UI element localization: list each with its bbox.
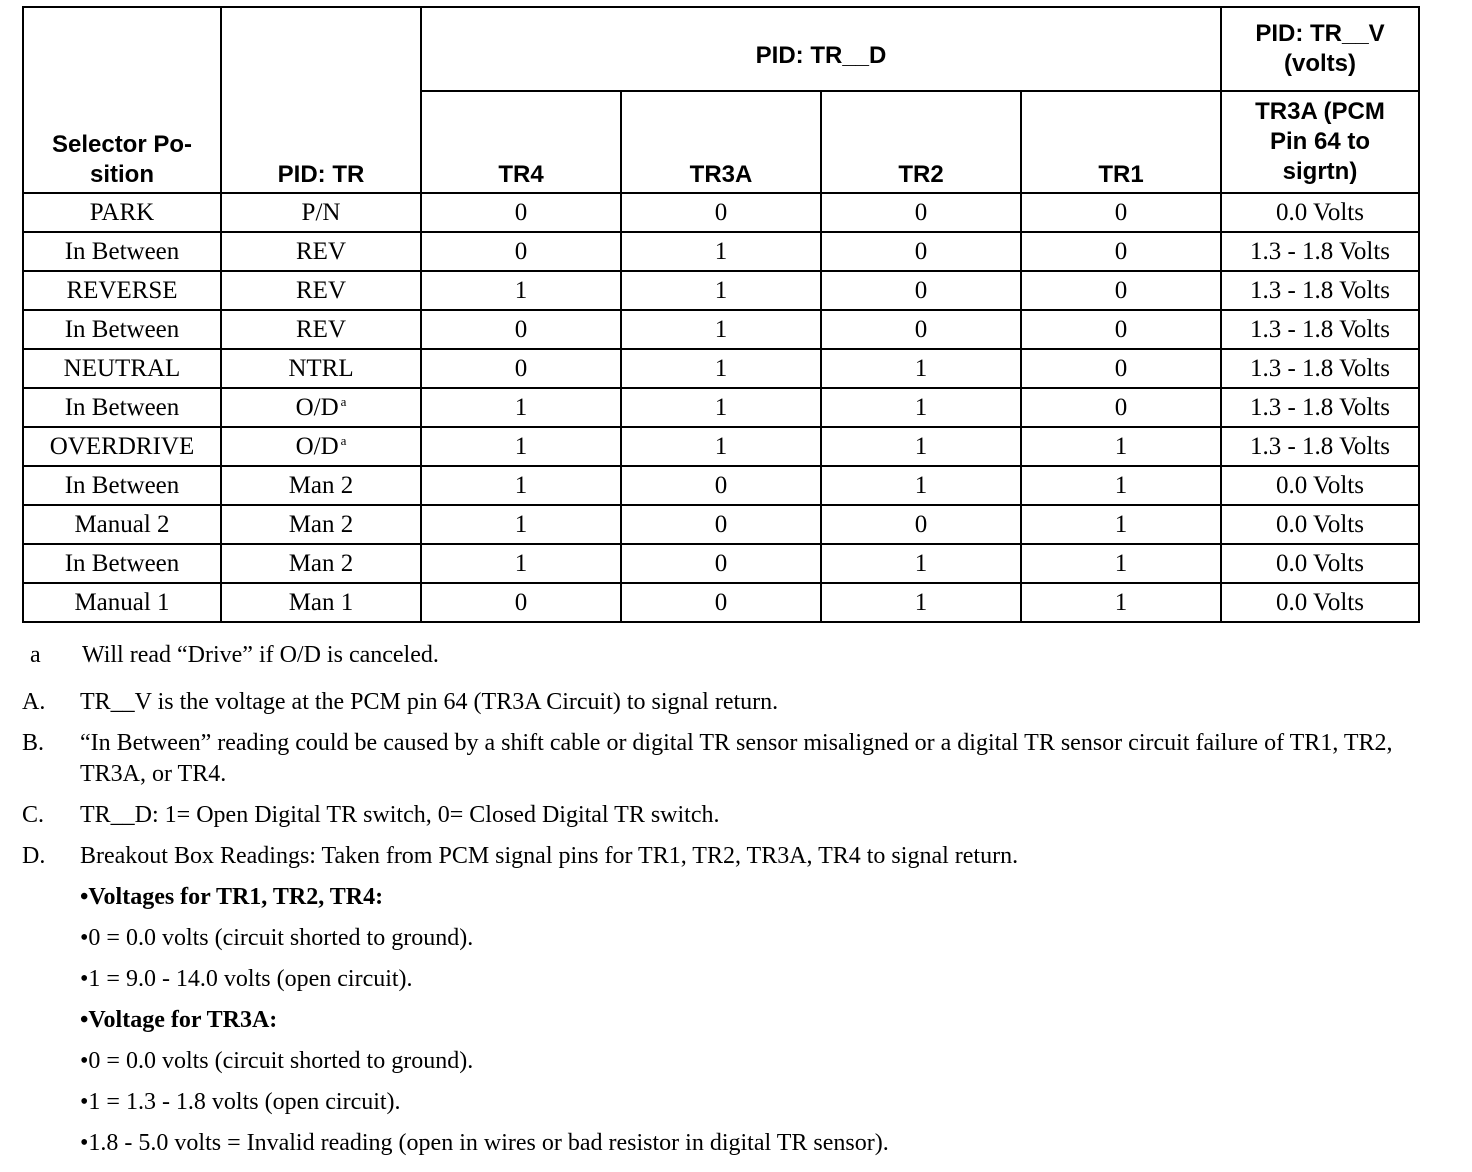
cell-pid-tr: Man 2 bbox=[221, 505, 421, 544]
bullet-heading: •Voltage for TR3A: bbox=[80, 1007, 278, 1033]
cell-tr3a: 0 bbox=[621, 544, 821, 583]
cell-tr4: 1 bbox=[421, 427, 621, 466]
footnote bbox=[22, 640, 1442, 671]
footnote-text: Will read “Drive” if O/D is canceled. bbox=[82, 642, 439, 668]
cell-volts: 1.3 - 1.8 Volts bbox=[1221, 271, 1419, 310]
note-item bbox=[22, 841, 1442, 872]
cell-selector-position: NEUTRAL bbox=[23, 349, 221, 388]
cell-tr1: 1 bbox=[1021, 466, 1221, 505]
cell-tr1: 1 bbox=[1021, 583, 1221, 622]
cell-tr1: 0 bbox=[1021, 388, 1221, 427]
cell-volts: 0.0 Volts bbox=[1221, 193, 1419, 232]
cell-pid-tr: P/N bbox=[221, 193, 421, 232]
cell-tr3a: 0 bbox=[621, 193, 821, 232]
table-row bbox=[23, 388, 1419, 427]
cell-selector-position: Manual 1 bbox=[23, 583, 221, 622]
cell-volts: 1.3 - 1.8 Volts bbox=[1221, 310, 1419, 349]
cell-pid-tr: REV bbox=[221, 232, 421, 271]
cell-tr3a: 1 bbox=[621, 388, 821, 427]
cell-volts: 1.3 - 1.8 Volts bbox=[1221, 427, 1419, 466]
note-text: Breakout Box Readings: Taken from PCM signal pins for TR1, TR2, TR3A, TR4 to signal return. bbox=[80, 843, 1019, 869]
cell-tr1: 1 bbox=[1021, 544, 1221, 583]
cell-tr4: 0 bbox=[421, 193, 621, 232]
cell-tr1: 0 bbox=[1021, 310, 1221, 349]
header-pid-tr-v: PID: TR__V (volts) bbox=[1221, 7, 1419, 91]
cell-tr4: 0 bbox=[421, 583, 621, 622]
cell-selector-position: In Between bbox=[23, 544, 221, 583]
cell-volts: 0.0 Volts bbox=[1221, 466, 1419, 505]
cell-tr4: 1 bbox=[421, 466, 621, 505]
cell-tr1: 0 bbox=[1021, 349, 1221, 388]
table-row bbox=[23, 310, 1419, 349]
header-pid-tr-d: PID: TR__D bbox=[421, 7, 1221, 91]
cell-tr3a: 1 bbox=[621, 427, 821, 466]
cell-tr1: 1 bbox=[1021, 427, 1221, 466]
table-row bbox=[23, 544, 1419, 583]
cell-tr2: 1 bbox=[821, 349, 1021, 388]
cell-tr2: 0 bbox=[821, 193, 1021, 232]
cell-pid-tr: NTRL bbox=[221, 349, 421, 388]
note-text: TR__D: 1= Open Digital TR switch, 0= Closed Digital TR switch. bbox=[80, 802, 720, 828]
note-item bbox=[22, 800, 1442, 831]
cell-volts: 0.0 Volts bbox=[1221, 544, 1419, 583]
table-row bbox=[23, 271, 1419, 310]
cell-tr3a: 1 bbox=[621, 310, 821, 349]
table-row bbox=[23, 427, 1419, 466]
header-pid-tr: PID: TR bbox=[221, 7, 421, 193]
cell-selector-position: In Between bbox=[23, 388, 221, 427]
table-row bbox=[23, 466, 1419, 505]
cell-tr2: 0 bbox=[821, 232, 1021, 271]
cell-tr4: 1 bbox=[421, 544, 621, 583]
cell-selector-position: OVERDRIVE bbox=[23, 427, 221, 466]
bullet-heading: •Voltages for TR1, TR2, TR4: bbox=[80, 884, 384, 910]
cell-volts: 1.3 - 1.8 Volts bbox=[1221, 232, 1419, 271]
cell-selector-position: In Between bbox=[23, 310, 221, 349]
cell-tr1: 0 bbox=[1021, 193, 1221, 232]
cell-volts: 1.3 - 1.8 Volts bbox=[1221, 349, 1419, 388]
cell-tr1: 0 bbox=[1021, 232, 1221, 271]
cell-tr2: 0 bbox=[821, 310, 1021, 349]
cell-tr3a: 1 bbox=[621, 271, 821, 310]
cell-tr2: 1 bbox=[821, 427, 1021, 466]
note-label: A. bbox=[22, 689, 46, 715]
cell-pid-tr: REV bbox=[221, 310, 421, 349]
table-row bbox=[23, 505, 1419, 544]
table-row bbox=[23, 349, 1419, 388]
cell-selector-position: In Between bbox=[23, 466, 221, 505]
cell-tr1: 1 bbox=[1021, 505, 1221, 544]
cell-selector-position: Manual 2 bbox=[23, 505, 221, 544]
cell-tr4: 1 bbox=[421, 505, 621, 544]
cell-tr4: 0 bbox=[421, 310, 621, 349]
cell-selector-position: PARK bbox=[23, 193, 221, 232]
cell-volts: 1.3 - 1.8 Volts bbox=[1221, 388, 1419, 427]
note-text: TR__V is the voltage at the PCM pin 64 (TR3A Circuit) to signal return. bbox=[80, 689, 779, 715]
note-item bbox=[22, 728, 1442, 790]
bullet-item: •1.8 - 5.0 volts = Invalid reading (open in wires or bad resistor in digital TR sensor). bbox=[80, 1130, 889, 1156]
footnote-ref: a bbox=[340, 393, 347, 409]
cell-tr2: 1 bbox=[821, 583, 1021, 622]
cell-pid-tr: O/D $^a$ bbox=[221, 388, 421, 427]
voltage-bullets bbox=[80, 882, 1442, 1169]
note-item bbox=[22, 687, 1442, 718]
cell-tr3a: 1 bbox=[621, 349, 821, 388]
cell-pid-tr: Man 2 bbox=[221, 544, 421, 583]
cell-tr2: 1 bbox=[821, 466, 1021, 505]
header-tr3a: TR3A bbox=[621, 91, 821, 193]
cell-tr4: 0 bbox=[421, 232, 621, 271]
cell-pid-tr: Man 1 bbox=[221, 583, 421, 622]
cell-pid-tr: Man 2 bbox=[221, 466, 421, 505]
table-body bbox=[23, 193, 1419, 622]
table-row bbox=[23, 583, 1419, 622]
cell-volts: 0.0 Volts bbox=[1221, 583, 1419, 622]
cell-tr3a: 0 bbox=[621, 505, 821, 544]
cell-tr2: 1 bbox=[821, 388, 1021, 427]
bullet-item: •1 = 1.3 - 1.8 volts (open circuit). bbox=[80, 1089, 401, 1115]
note-text: “In Between” reading could be caused by a shift cable or digital TR sensor misaligned or a digital TR sensor circuit failure of TR1, TR2, TR3A, or TR4. bbox=[80, 730, 1393, 787]
cell-tr4: 0 bbox=[421, 349, 621, 388]
cell-selector-position: In Between bbox=[23, 232, 221, 271]
cell-tr1: 0 bbox=[1021, 271, 1221, 310]
header-tr1: TR1 bbox=[1021, 91, 1221, 193]
cell-tr3a: 0 bbox=[621, 583, 821, 622]
table-row bbox=[23, 193, 1419, 232]
cell-tr3a: 1 bbox=[621, 232, 821, 271]
cell-tr2: 0 bbox=[821, 505, 1021, 544]
header-selector-position: Selector Po- sition bbox=[23, 7, 221, 193]
note-label: D. bbox=[22, 843, 46, 869]
cell-tr2: 0 bbox=[821, 271, 1021, 310]
cell-tr4: 1 bbox=[421, 271, 621, 310]
table-row bbox=[23, 232, 1419, 271]
header-tr2: TR2 bbox=[821, 91, 1021, 193]
cell-selector-position: REVERSE bbox=[23, 271, 221, 310]
cell-tr4: 1 bbox=[421, 388, 621, 427]
footnote-label: a bbox=[30, 642, 41, 668]
bullet-item: •0 = 0.0 volts (circuit shorted to ground). bbox=[80, 1048, 474, 1074]
header-tr3a-pcm: TR3A (PCM Pin 64 to sigrtn) bbox=[1221, 91, 1419, 193]
footnote-ref: a bbox=[340, 432, 347, 448]
cell-pid-tr: O/D $^a$ bbox=[221, 427, 421, 466]
cell-pid-tr: REV bbox=[221, 271, 421, 310]
cell-tr3a: 0 bbox=[621, 466, 821, 505]
cell-tr2: 1 bbox=[821, 544, 1021, 583]
notes-list bbox=[22, 687, 1442, 872]
tr-sensor-table bbox=[22, 6, 1420, 623]
note-label: C. bbox=[22, 802, 45, 828]
cell-volts: 0.0 Volts bbox=[1221, 505, 1419, 544]
bullet-item: •0 = 0.0 volts (circuit shorted to ground). bbox=[80, 925, 474, 951]
header-tr4: TR4 bbox=[421, 91, 621, 193]
bullet-item: •1 = 9.0 - 14.0 volts (open circuit). bbox=[80, 966, 413, 992]
note-label: B. bbox=[22, 730, 45, 756]
notes-section bbox=[22, 640, 1442, 1169]
